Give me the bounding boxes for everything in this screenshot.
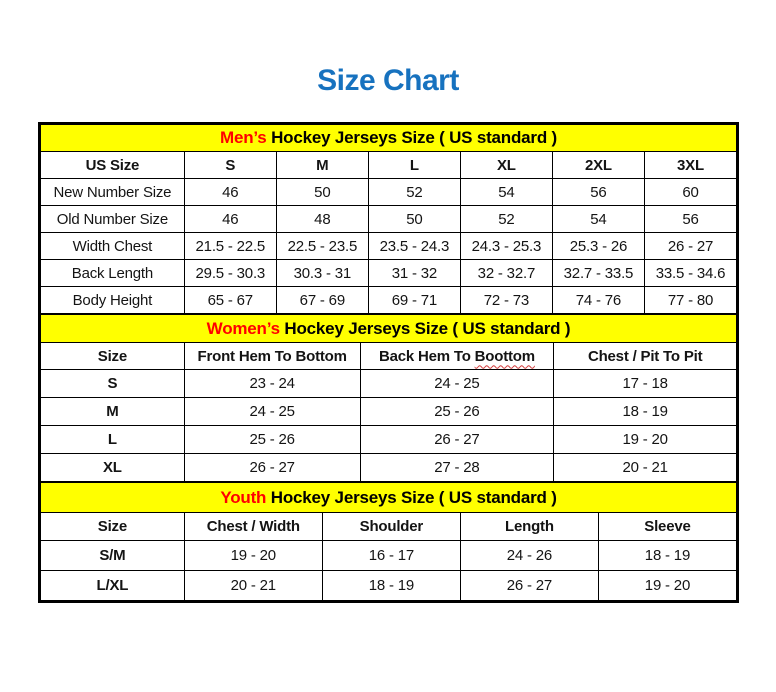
value-cell: 69 - 71: [368, 287, 460, 314]
value-cell: 19 - 20: [598, 571, 736, 601]
table-row: [41, 179, 737, 206]
page-title: Size Chart: [317, 64, 459, 97]
value-cell: 67 - 69: [276, 287, 368, 314]
row-label: Old Number Size: [41, 206, 185, 233]
value-cell: 24.3 - 25.3: [460, 233, 552, 260]
table-row: [41, 454, 737, 482]
row-label: Body Height: [41, 287, 185, 314]
value-cell: 18 - 19: [598, 541, 736, 571]
column-header: L: [368, 152, 460, 179]
column-header: XL: [460, 152, 552, 179]
value-cell: 18 - 19: [322, 571, 460, 601]
value-cell: 54: [552, 206, 644, 233]
value-cell: 54: [460, 179, 552, 206]
value-cell: 25.3 - 26: [552, 233, 644, 260]
row-label: Width Chest: [41, 233, 185, 260]
table-row: [41, 426, 737, 454]
column-header: M: [276, 152, 368, 179]
value-cell: 56: [552, 179, 644, 206]
value-cell: 26 - 27: [360, 426, 554, 454]
value-cell: 26 - 27: [644, 233, 736, 260]
table-row: [41, 571, 737, 601]
value-cell: 19 - 20: [184, 541, 322, 571]
row-label: XL: [41, 454, 185, 482]
misspelled-word: Boottom: [474, 347, 535, 365]
value-cell: 24 - 25: [184, 398, 360, 426]
column-header: Size: [41, 343, 185, 370]
value-cell: 46: [184, 179, 276, 206]
mens-band-accent: Men’s: [220, 128, 267, 147]
row-label: Back Length: [41, 260, 185, 287]
value-cell: 16 - 17: [322, 541, 460, 571]
value-cell: 65 - 67: [184, 287, 276, 314]
value-cell: 25 - 26: [360, 398, 554, 426]
row-label: L/XL: [41, 571, 185, 601]
column-header: 2XL: [552, 152, 644, 179]
youth-band-title: Youth Hockey Jerseys Size ( US standard ): [41, 483, 737, 513]
value-cell: 72 - 73: [460, 287, 552, 314]
table-row: [41, 206, 737, 233]
value-cell: 30.3 - 31: [276, 260, 368, 287]
column-header: Size: [41, 513, 185, 541]
column-header: Front Hem To Bottom: [184, 343, 360, 370]
value-cell: 52: [368, 179, 460, 206]
value-cell: 27 - 28: [360, 454, 554, 482]
value-cell: 32.7 - 33.5: [552, 260, 644, 287]
mens-size-table: [40, 124, 737, 314]
value-cell: 20 - 21: [184, 571, 322, 601]
row-label: New Number Size: [41, 179, 185, 206]
value-cell: 26 - 27: [184, 454, 360, 482]
size-tables: [38, 122, 739, 603]
value-cell: 77 - 80: [644, 287, 736, 314]
column-header: Back Hem To Boottom: [360, 343, 554, 370]
value-cell: 29.5 - 30.3: [184, 260, 276, 287]
value-cell: 52: [460, 206, 552, 233]
row-label: M: [41, 398, 185, 426]
table-row: [41, 370, 737, 398]
value-cell: 74 - 76: [552, 287, 644, 314]
womens-band-accent: Women’s: [206, 318, 280, 338]
youth-band-accent: Youth: [220, 487, 267, 507]
column-header: Shoulder: [322, 513, 460, 541]
column-header: 3XL: [644, 152, 736, 179]
womens-band-title: Women’s Hockey Jerseys Size ( US standard ): [41, 315, 737, 343]
value-cell: 56: [644, 206, 736, 233]
value-cell: 23.5 - 24.3: [368, 233, 460, 260]
value-cell: 46: [184, 206, 276, 233]
value-cell: 50: [368, 206, 460, 233]
column-header: US Size: [41, 152, 185, 179]
column-header: Chest / Pit To Pit: [554, 343, 737, 370]
value-cell: 25 - 26: [184, 426, 360, 454]
value-cell: 18 - 19: [554, 398, 737, 426]
value-cell: 60: [644, 179, 736, 206]
value-cell: 33.5 - 34.6: [644, 260, 736, 287]
value-cell: 23 - 24: [184, 370, 360, 398]
row-label: S/M: [41, 541, 185, 571]
womens-size-table: [40, 314, 737, 482]
value-cell: 17 - 18: [554, 370, 737, 398]
row-label: S: [41, 370, 185, 398]
table-row: [41, 287, 737, 314]
table-row: [41, 260, 737, 287]
table-row: [41, 541, 737, 571]
value-cell: 24 - 25: [360, 370, 554, 398]
value-cell: 19 - 20: [554, 426, 737, 454]
youth-size-table: [40, 482, 737, 601]
column-header: Chest / Width: [184, 513, 322, 541]
table-row: [41, 233, 737, 260]
value-cell: 50: [276, 179, 368, 206]
value-cell: 48: [276, 206, 368, 233]
column-header: Length: [460, 513, 598, 541]
value-cell: 21.5 - 22.5: [184, 233, 276, 260]
value-cell: 24 - 26: [460, 541, 598, 571]
column-header: Sleeve: [598, 513, 736, 541]
value-cell: 31 - 32: [368, 260, 460, 287]
value-cell: 22.5 - 23.5: [276, 233, 368, 260]
value-cell: 32 - 32.7: [460, 260, 552, 287]
mens-band-title: Men’s Hockey Jerseys Size ( US standard ): [41, 125, 737, 152]
column-header: S: [184, 152, 276, 179]
table-row: [41, 398, 737, 426]
value-cell: 20 - 21: [554, 454, 737, 482]
row-label: L: [41, 426, 185, 454]
value-cell: 26 - 27: [460, 571, 598, 601]
